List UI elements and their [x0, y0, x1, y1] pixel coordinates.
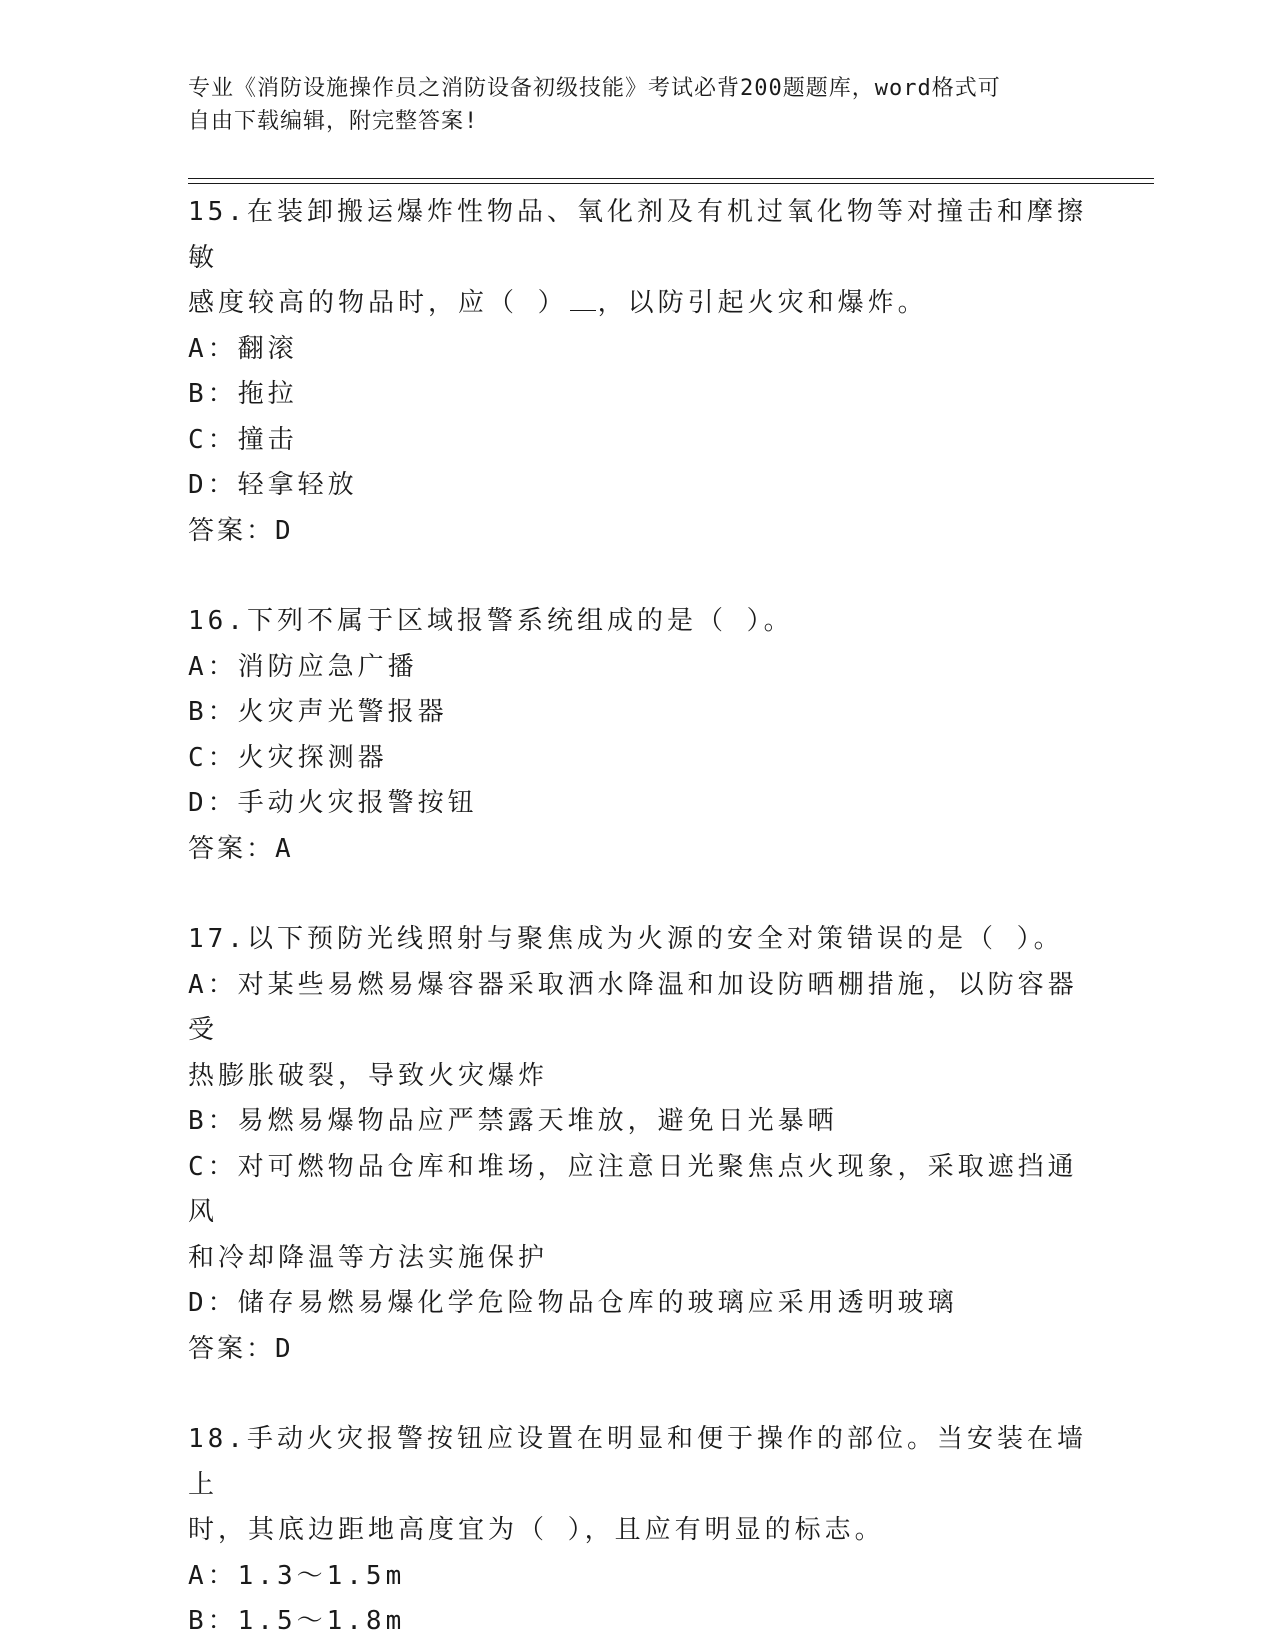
question-text-part: 感度较高的物品时，应（ ）	[188, 288, 568, 318]
spacer	[188, 872, 1088, 917]
header-line-2: 自由下载编辑，附完整答案!	[188, 109, 479, 134]
option-d: D：手动火灾报警按钮	[188, 788, 478, 818]
option-c-continued: 和冷却降温等方法实施保护	[188, 1242, 549, 1273]
question-text	[188, 281, 1088, 327]
option-b: B：1.5～1.8m	[188, 1606, 406, 1636]
question-text: 16.下列不属于区域报警系统组成的是（ ）。	[188, 606, 794, 636]
option-d: D：轻拿轻放	[188, 470, 358, 500]
option-d: D：储存易燃易爆化学危险物品仓库的玻璃应采用透明玻璃	[188, 1288, 958, 1318]
option-b: B：拖拉	[188, 379, 298, 409]
question-text: 17.以下预防光线照射与聚焦成为火源的安全对策错误的是（ ）。	[188, 924, 1064, 954]
question-15	[188, 190, 1088, 554]
document-header	[188, 72, 1068, 138]
option-c: C：撞击	[188, 424, 298, 455]
option-c: C：对可燃物品仓库和堆场，应注意日光聚焦点火现象，采取遮挡通风	[188, 1151, 1078, 1227]
header-divider-bottom	[188, 183, 1154, 184]
option-c: C：火灾探测器	[188, 742, 388, 773]
question-list	[188, 190, 1088, 1645]
spacer	[188, 554, 1088, 599]
answer-label: 答案：	[188, 833, 276, 864]
answer-label: 答案：	[188, 1333, 276, 1364]
option-a: A：对某些易燃易爆容器采取洒水降温和加设防晒棚措施，以防容器受	[188, 969, 1078, 1045]
answer-label: 答案：	[188, 515, 276, 546]
question-text-part: ，以防引起火灾和爆炸。	[597, 288, 928, 318]
option-a: A：翻滚	[188, 333, 298, 364]
question-text: 15.在装卸搬运爆炸性物品、氧化剂及有机过氧化物等对撞击和摩擦敏	[188, 197, 1087, 273]
option-a-continued: 热膨胀破裂，导致火灾爆炸	[188, 1060, 549, 1091]
answer	[188, 509, 1088, 555]
option-a: A：1.3～1.5m	[188, 1560, 406, 1591]
header-line-1: 专业《消防设施操作员之消防设备初级技能》考试必背200题题库，word格式可	[188, 76, 1001, 101]
option-b: B：易燃易爆物品应严禁露天堆放，避免日光暴晒	[188, 1106, 838, 1136]
question-text: 时，其底边距地高度宜为（ ），且应有明显的标志。	[188, 1515, 885, 1545]
question-16	[188, 599, 1088, 872]
option-b: B：火灾声光警报器	[188, 697, 448, 727]
question-text: 18.手动火灾报警按钮应设置在明显和便于操作的部位。当安装在墙上	[188, 1424, 1087, 1500]
option-a: A：消防应急广播	[188, 651, 418, 682]
answer-value: D	[275, 1333, 293, 1364]
question-18	[188, 1417, 1088, 1645]
answer	[188, 827, 1088, 873]
answer-value: A	[275, 833, 293, 864]
answer-value: D	[275, 515, 293, 546]
question-17	[188, 917, 1088, 1372]
fill-blank	[570, 288, 596, 311]
spacer	[188, 1372, 1088, 1417]
answer	[188, 1327, 1088, 1373]
header-divider-top	[188, 178, 1154, 179]
